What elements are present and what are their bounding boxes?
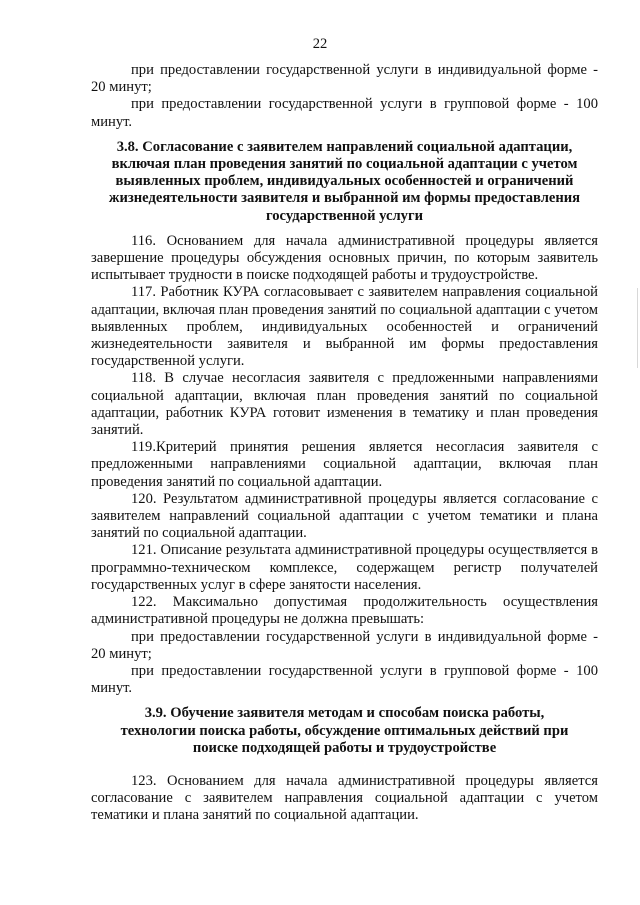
paragraph: 116. Основанием для начала административной процедуры является завершение процедуры обсуждения основных причин, по которым заявитель испытывает трудности в поиске подходящей работы и трудоустройстве.	[91, 232, 598, 284]
paragraph: 119.Критерий принятия решения является несогласия заявителя с предложенными направлениями социальной адаптации, включая план проведения занятий по социальной адаптации.	[91, 439, 598, 490]
paragraph: при предоставлении государственной услуги в групповой форме - 100 минут.	[91, 662, 598, 697]
scan-edge-mark	[637, 288, 638, 368]
document-body	[91, 62, 598, 825]
section-heading-3-9: 3.9. Обучение заявителя методам и способам поиска работы, технологии поиска работы, обсуждение оптимальных действий при поиске подходящей работы и трудоустройстве	[120, 705, 569, 756]
paragraph: 121. Описание результата административной процедуры осуществляется в программно-техническом комплексе, содержащем регистр получателей государственных услуг в сфере занятости населения.	[91, 542, 598, 593]
paragraph: 123. Основанием для начала административной процедуры является согласование с заявителем направления социальной адаптации с учетом тематики и плана занятий по социальной адаптации.	[91, 772, 598, 824]
section-heading-3-8: 3.8. Согласование с заявителем направлений социальной адаптации, включая план проведения занятий по социальной адаптации с учетом выявленных проблем, индивидуальных особенностей и ограничений жизнедеятельности заявителя и выбранной им формы предоставления государственной услуги	[108, 138, 581, 224]
paragraph: при предоставлении государственной услуги в групповой форме - 100 минут.	[91, 96, 598, 130]
paragraph: при предоставлении государственной услуги в индивидуальной форме - 20 минут;	[91, 62, 598, 96]
paragraph: при предоставлении государственной услуги в индивидуальной форме - 20 минут;	[91, 628, 598, 662]
paragraph: 117. Работник КУРА согласовывает с заявителем направления социальной адаптации, включая план проведения занятий по социальной адаптации с учетом выявленных проблем, индивидуальных особенностей и ограничений жизнедеятельности заявителя и выбранной им формы предоставления государственной услуги.	[91, 284, 598, 370]
paragraph: 122. Максимально допустимая продолжительность осуществления административной процедуры не должна превышать:	[91, 594, 598, 628]
paragraph: 118. В случае несогласия заявителя с предложенными направлениями социальной адаптации, включая план проведения занятий по социальной адаптации, работник КУРА готовит изменения в тематику и план проведения занятий.	[91, 370, 598, 439]
paragraph: 120. Результатом административной процедуры является согласование с заявителем направлений социальной адаптации с учетом тематики и плана занятий по социальной адаптации.	[91, 490, 598, 542]
page-number: 22	[312, 36, 328, 52]
